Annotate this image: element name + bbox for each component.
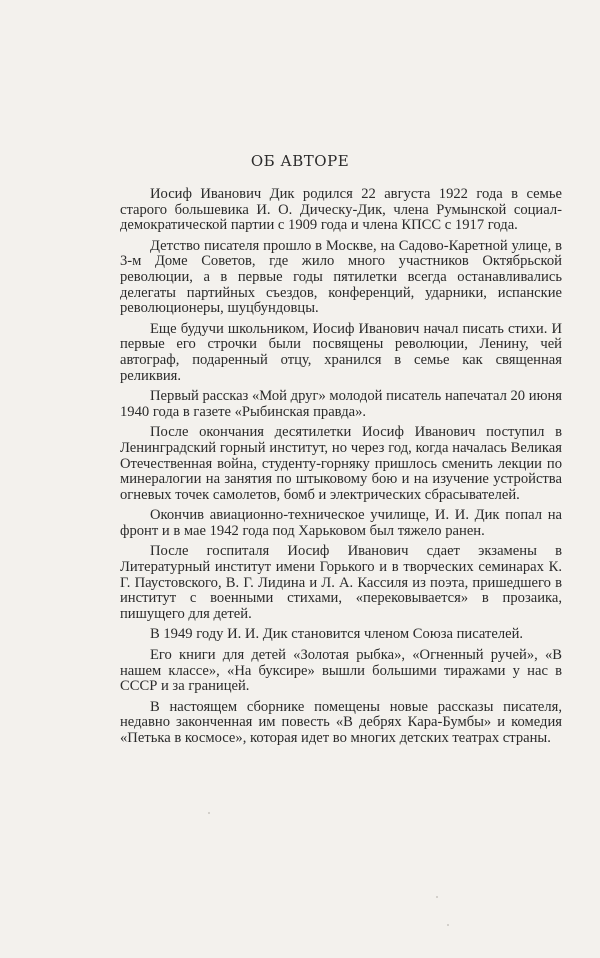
paper-speck xyxy=(436,896,438,898)
paragraph: Его книги для детей «Золотая рыбка», «Огненный ручей», «В нашем классе», «На буксире» вышли большими тиражами у нас в СССР и за границей. xyxy=(120,647,562,695)
paragraph: Окончив авиационно-техническое училище, И. И. Дик попал на фронт и в мае 1942 года под Харьковом был тяжело ранен. xyxy=(120,507,562,539)
page-title: ОБ АВТОРЕ xyxy=(250,152,350,170)
paper-speck xyxy=(208,812,210,814)
paragraph: Первый рассказ «Мой друг» молодой писатель напечатал 20 июня 1940 года в газете «Рыбинская правда». xyxy=(120,388,562,420)
paper-speck xyxy=(447,924,449,926)
paragraph: Иосиф Иванович Дик родился 22 августа 1922 года в семье старого большевика И. О. Дическу-Дик, члена Румынской социал-демократической партии с 1909 года и члена КПСС с 1917 года. xyxy=(120,186,562,234)
body-text xyxy=(120,187,562,747)
paragraph: В настоящем сборнике помещены новые рассказы писателя, недавно законченная им повесть «В дебрях Кара-Бумбы» и комедия «Петька в космосе», которая идет во многих детских театрах страны. xyxy=(120,698,562,746)
paragraph: После окончания десятилетки Иосиф Иванович поступил в Ленинградский горный институт, но через год, когда началась Великая Отечественная война, студенту-горняку пришлось сменить лекции по минералогии на занятия по штыковому бою и на изучение устройства огневых точек самолетов, бомб и электрических сбрасывателей. xyxy=(120,424,562,503)
paragraph: После госпиталя Иосиф Иванович сдает экзамены в Литературный институт имени Горького и в творческих семинарах К. Г. Паустовского, В. Г. Лидина и Л. А. Кассиля из поэта, пришедшего в институт с военными стихами, «перековывается» в прозаика, пишущего для детей. xyxy=(120,543,562,622)
paragraph: Еще будучи школьником, Иосиф Иванович начал писать стихи. И первые его строчки были посвящены революции, Ленину, чей автограф, подаренный отцу, хранился в семье как священная реликвия. xyxy=(120,320,562,384)
paragraph: В 1949 году И. И. Дик становится членом Союза писателей. xyxy=(150,626,524,643)
paragraph: Детство писателя прошло в Москве, на Садово-Каретной улице, в 3-м Доме Советов, где жило много участников Октябрьской революции, а в первые годы пятилетки всегда останавливались делегаты партийных съездов, конференций, ударники, испанские революционеры, шуцбундовцы. xyxy=(120,237,562,317)
